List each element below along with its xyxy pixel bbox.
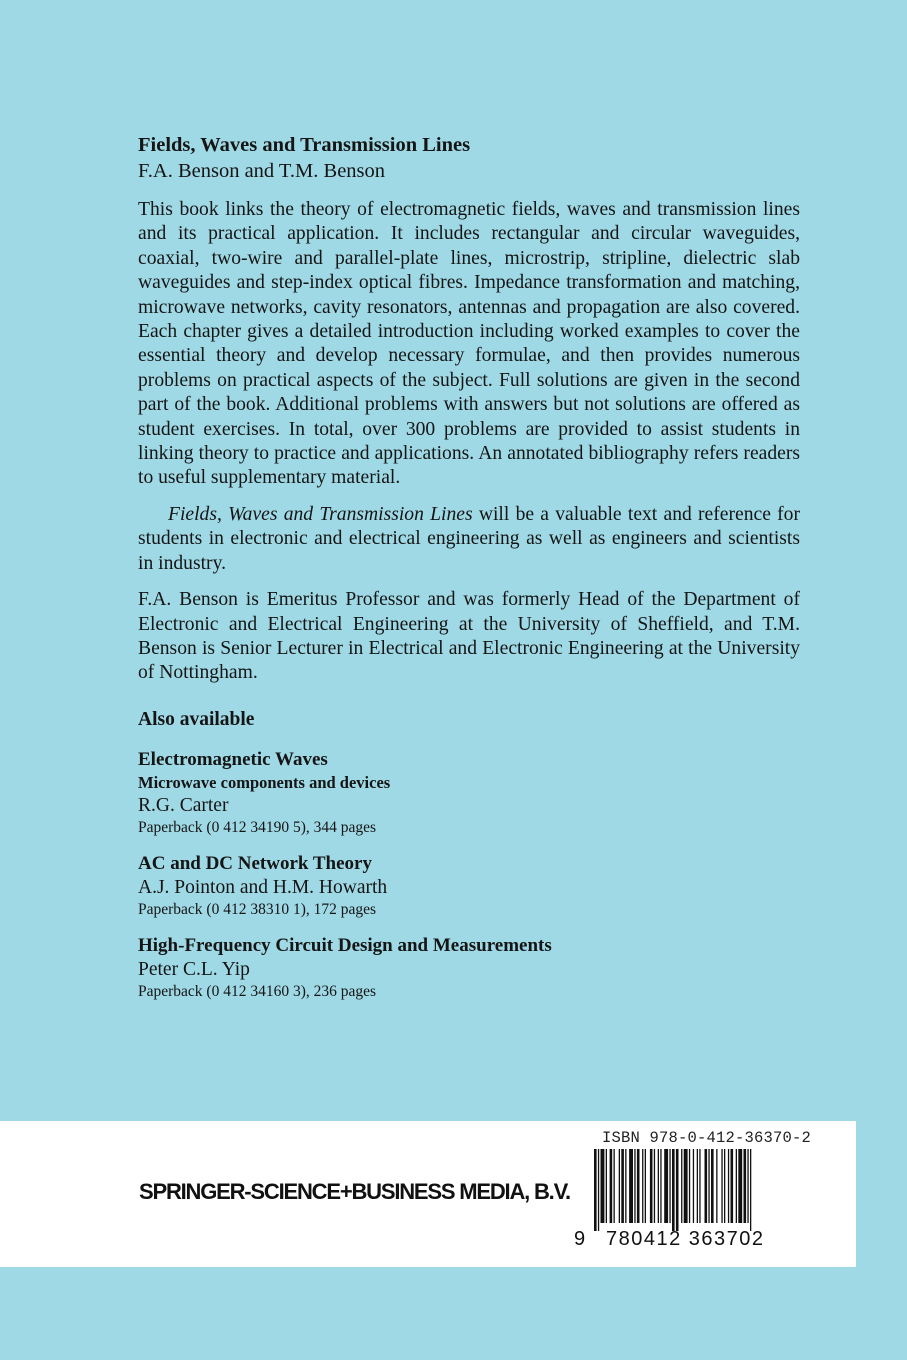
barcode-bar: [711, 1149, 714, 1223]
barcode-bar: [621, 1149, 624, 1223]
barcode-bar: [658, 1149, 659, 1223]
barcode-bar: [689, 1149, 690, 1223]
also-available-book: [138, 852, 800, 920]
barcode-bar: [681, 1149, 682, 1223]
barcode-bar: [724, 1149, 725, 1223]
barcode-bar: [731, 1149, 734, 1223]
book-item-title: Electromagnetic Waves: [138, 748, 328, 770]
book-item-author: A.J. Pointon and H.M. Howarth: [138, 876, 388, 898]
book-title: Fields, Waves and Transmission Lines: [138, 134, 471, 156]
barcode-bar: [669, 1149, 670, 1223]
italic-book-title: Fields, Waves and Transmission Lines: [168, 503, 473, 525]
book-authors: F.A. Benson and T.M. Benson: [138, 160, 386, 182]
barcode-bar: [672, 1149, 675, 1231]
also-available-book: [138, 748, 800, 838]
barcode-lead-digit: 9: [574, 1228, 586, 1250]
footer-band: [0, 1121, 856, 1267]
barcode-bar: [747, 1149, 748, 1223]
barcode-bar: [660, 1149, 661, 1223]
barcode-bar: [697, 1149, 698, 1223]
barcode-bar: [645, 1149, 646, 1223]
back-cover-text: [138, 132, 800, 1016]
barcode-bar: [619, 1149, 620, 1223]
barcode-bar: [610, 1149, 613, 1223]
book-item-publication: Paperback (0 412 34160 3), 236 pages: [138, 982, 377, 1000]
barcode-bar: [614, 1149, 615, 1223]
book-item-title: AC and DC Network Theory: [138, 852, 372, 874]
barcode-bar: [606, 1149, 607, 1223]
book-item-publication: Paperback (0 412 34190 5), 344 pages: [138, 818, 377, 836]
barcode-bar: [721, 1149, 722, 1223]
barcode-bar: [650, 1149, 653, 1223]
description-paragraph-2: [138, 503, 800, 576]
barcode-bar: [654, 1149, 655, 1223]
description-paragraph: This book links the theory of electromagnetic fields, waves and transmission lines and its practical application. It includes rectangular and circular waveguides, coaxial, two-wire and parallel-plate lines, microstrip, stripline, dielectric slab waveguides and step-index optical fibres. Impedance transformation and matching, microwave networks, cavity resonators, antennas and propagation are also covered. Each chapter gives a detailed introduction including worked examples to cover the essential theory and develop necessary formulae, and then provides numerous problems on practical aspects of the subject. Full solutions are given in the second part of the book. Additional problems with answers but not solutions are offered as student exercises. In total, over 300 problems are provided to assist students in linking theory to practice and applications. An annotated bibliography refers readers to useful supplementary material.: [138, 199, 800, 489]
book-item-publication: Paperback (0 412 38310 1), 172 pages: [138, 900, 377, 918]
barcode-bar: [750, 1149, 751, 1231]
book-item-author: R.G. Carter: [138, 794, 229, 816]
barcode-bar: [699, 1149, 700, 1223]
book-item-author: Peter C.L. Yip: [138, 958, 250, 980]
book-item-title: High-Frequency Circuit Design and Measurements: [138, 934, 552, 956]
barcode-bar: [642, 1149, 643, 1223]
barcode-bar: [744, 1149, 747, 1223]
barcode-bar: [705, 1149, 708, 1223]
author-bio-paragraph: F.A. Benson is Emeritus Professor and was formerly Head of the Department of Electronic and Electrical Engineering at the University of Sheffield, and T.M. Benson is Senior Lecturer in Electrical and Electronic Engineering at the University of Nottingham.: [138, 589, 800, 684]
barcode-bar: [594, 1149, 597, 1231]
barcode-bar: [716, 1149, 717, 1223]
barcode-bar: [736, 1149, 737, 1223]
barcode-bar: [598, 1149, 599, 1231]
barcode-bar: [625, 1149, 626, 1223]
barcode-bar: [676, 1149, 679, 1231]
barcode-bar: [708, 1149, 709, 1223]
description-paragraph-2-rest: will be a valuable text and reference for students in electronic and electrical engineering as well as engineers and scientists in industry.: [138, 503, 800, 574]
barcode-bar: [738, 1149, 742, 1223]
also-available-heading: Also available: [138, 708, 255, 730]
isbn-label: ISBN 978-0-412-36370-2: [602, 1129, 812, 1147]
barcode-bar: [634, 1149, 635, 1223]
barcode-bar: [664, 1149, 668, 1223]
publisher-name: SPRINGER-SCIENCE+BUSINESS MEDIA, B.V.: [139, 1179, 570, 1204]
barcode-bar: [637, 1149, 640, 1223]
book-item-subtitle: Microwave components and devices: [138, 772, 391, 792]
barcode-bar: [601, 1149, 605, 1223]
barcode-icon: [592, 1149, 814, 1231]
barcode-digits: 780412 363702: [606, 1228, 765, 1250]
barcode-bar: [629, 1149, 633, 1223]
barcode-bar: [693, 1149, 694, 1223]
barcode-bar: [684, 1149, 688, 1223]
also-available-book: [138, 934, 800, 1002]
barcode-bar: [728, 1149, 729, 1223]
